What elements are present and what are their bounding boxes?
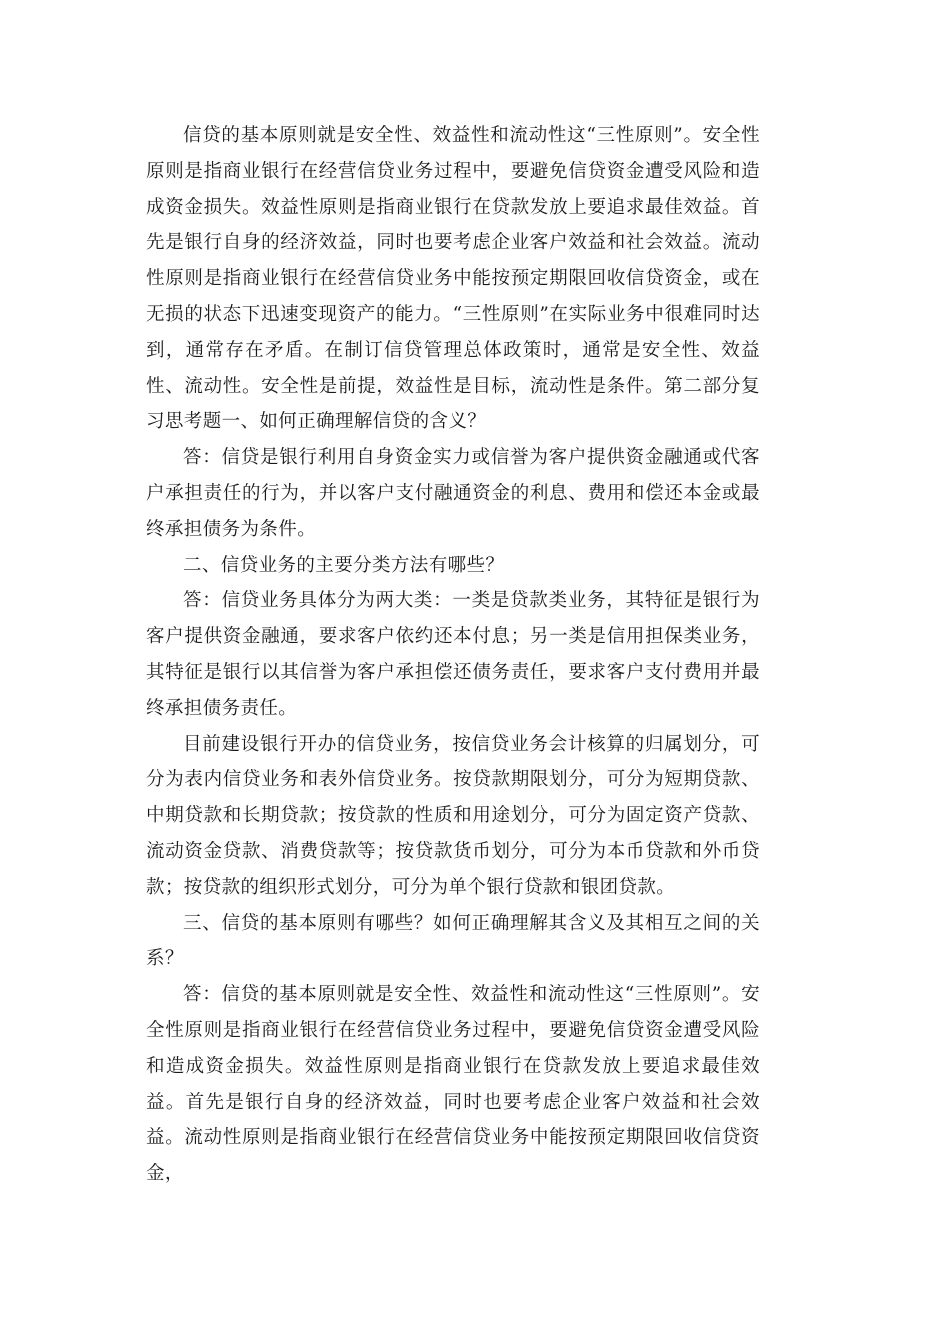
document-body xyxy=(146,118,760,1192)
paragraph-answer-credit-meaning: 答：信贷是银行利用自身资金实力或信誉为客户提供资金融通或代客户承担责任的行为，并以客户支付融通资金的利息、费用和偿还本金或最终承担债务为条件。 xyxy=(146,447,760,540)
paragraph-answer-three: 答：信贷的基本原则就是安全性、效益性和流动性这“三性原则”。安全性原则是指商业银行在经营信贷业务过程中，要避免信贷资金遭受风险和造成资金损失。效益性原则是指商业银行在贷款发放上要追求最佳效益。首先是银行自身的经济效益，同时也要考虑企业客户效益和社会效益。流动性原则是指商业银行在经营信贷业务中能按预定期限回收信贷资金， xyxy=(146,984,760,1185)
paragraph-three-principles: 信贷的基本原则就是安全性、效益性和流动性这“三性原则”。安全性原则是指商业银行在经营信贷业务过程中，要避免信贷资金遭受风险和造成资金损失。效益性原则是指商业银行在贷款发放上要追求最佳效益。首先是银行自身的经济效益，同时也要考虑企业客户效益和社会效益。流动性原则是指商业银行在经营信贷业务中能按预定期限回收信贷资金，或在无损的状态下迅速变现资产的能力。“三性原则”在实际业务中很难同时达到，通常存在矛盾。在制订信贷管理总体政策时，通常是安全性、效益性、流动性。安全性是前提，效益性是目标，流动性是条件。第二部分复习思考题一、如何正确理解信贷的含义？ xyxy=(146,125,760,433)
paragraph-answer-two: 答：信贷业务具体分为两大类：一类是贷款类业务，其特征是银行为客户提供资金融通，要求客户依约还本付息；另一类是信用担保类业务，其特征是银行以其信誉为客户承担偿还债务责任，要求客户支付费用并最终承担债务责任。 xyxy=(146,590,760,719)
paragraph-classification: 目前建设银行开办的信贷业务，按信贷业务会计核算的归属划分，可分为表内信贷业务和表外信贷业务。按贷款期限划分，可分为短期贷款、中期贷款和长期贷款；按贷款的性质和用途划分，可分为固定资产贷款、流动资金贷款、消费贷款等；按贷款货币划分，可分为本币贷款和外币贷款；按贷款的组织形式划分，可分为单个银行贷款和银团贷款。 xyxy=(146,733,760,898)
paragraph-question-three: 三、信贷的基本原则有哪些？如何正确理解其含义及其相互之间的关系？ xyxy=(146,912,760,970)
paragraph-question-two: 二、信贷业务的主要分类方法有哪些？ xyxy=(183,554,505,576)
